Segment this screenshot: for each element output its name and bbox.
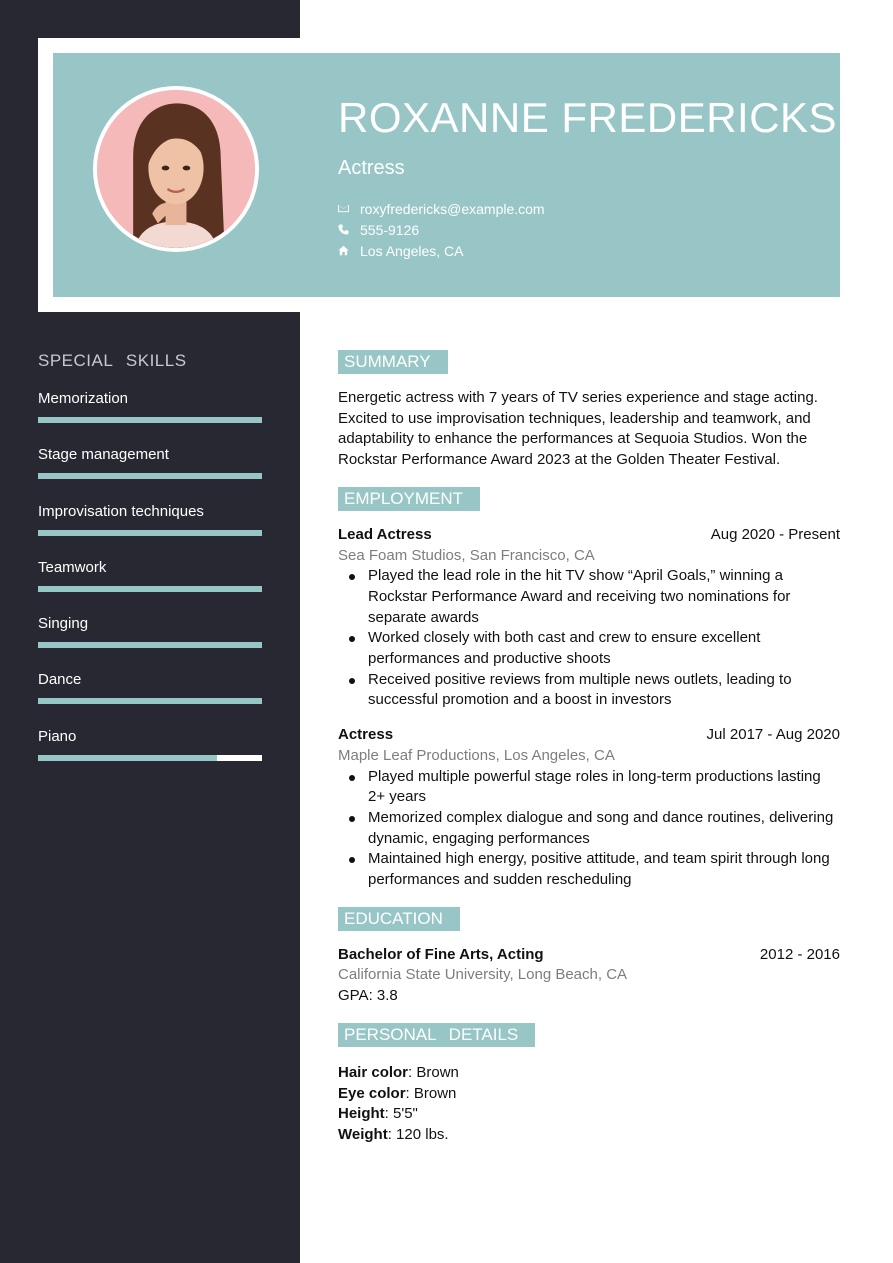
home-icon (338, 245, 360, 256)
skill-item (38, 670, 262, 726)
skill-name: Singing (38, 615, 89, 633)
skill-bar (38, 698, 262, 704)
skill-bar (38, 586, 262, 592)
list-item: Played the lead role in the hit TV show “April Goals,” winning a Rockstar Performance Award and receiving two nominations for separate awards (338, 566, 840, 628)
list-item: Played multiple powerful stage roles in long-term productions lasting 2+ years (338, 767, 840, 808)
contact-email-text[interactable]: roxyfredericks@example.com (360, 200, 545, 217)
job-org: Maple Leaf Productions, Los Angeles, CA (338, 746, 615, 764)
skill-fill (38, 586, 262, 592)
personal-value: : 5'5" (384, 1105, 418, 1123)
school-name: California State University, Long Beach, CA (338, 966, 628, 984)
personal-label: Height (338, 1105, 385, 1123)
skill-fill (38, 417, 262, 423)
skills-list (38, 389, 262, 783)
skill-bar (38, 530, 262, 536)
personal-value: : 120 lbs. (387, 1125, 449, 1143)
skill-item (38, 558, 262, 614)
skill-name: Dance (38, 671, 82, 689)
skill-bar (38, 755, 262, 761)
education-header (338, 945, 840, 966)
candidate-role: Actress (338, 157, 405, 179)
personal-details (338, 1063, 840, 1146)
skills-title: SPECIAL SKILLS (38, 351, 187, 370)
personal-item (338, 1063, 840, 1084)
skill-item (38, 389, 262, 445)
job-header (338, 725, 840, 746)
skill-fill (38, 642, 262, 648)
job-entry (338, 525, 840, 711)
profile-photo (93, 86, 259, 252)
list-item: Maintained high energy, positive attitude, and team spirit through long performances and sudden rescheduling (338, 849, 840, 890)
skill-name: Memorization (38, 390, 129, 407)
education-entry (338, 945, 840, 1007)
skill-item (38, 727, 262, 783)
skill-bar (38, 417, 262, 423)
candidate-name: ROXANNE FREDERICKS (338, 94, 838, 141)
skill-item (38, 445, 262, 501)
skill-item (38, 502, 262, 558)
skill-fill (38, 530, 262, 536)
skill-name: Improvisation techniques (38, 502, 204, 520)
contact-list (338, 198, 545, 261)
contact-location (338, 240, 545, 261)
section-title-summary: SUMMARY (338, 350, 448, 374)
main-content (338, 350, 840, 1146)
personal-item (338, 1125, 840, 1146)
list-item: Received positive reviews from multiple news outlets, leading to successful promotion and a boost in investors (338, 670, 840, 711)
job-title: Lead Actress (338, 525, 432, 543)
job-bullets (338, 566, 840, 711)
summary-text: Energetic actress with 7 years of TV series experience and stage acting. Excited to use improvisation techniques, leadership and teamwork, and adaptability to enhance the performances at Sequoia Studios. Won the Rockstar Performance Award 2023 at the Golden Theater Festival. (338, 389, 818, 469)
skill-item (38, 614, 262, 670)
skill-name: Teamwork (38, 558, 107, 576)
job-dates: Jul 2017 - Aug 2020 (706, 726, 840, 744)
section-title-education: EDUCATION (338, 907, 460, 931)
skill-fill (38, 755, 217, 761)
skill-name: Stage management (38, 446, 169, 464)
job-dates: Aug 2020 - Present (710, 525, 840, 543)
skill-fill (38, 473, 262, 479)
job-title: Actress (338, 726, 394, 744)
job-header (338, 525, 840, 546)
list-item: Memorized complex dialogue and song and dance routines, delivering dynamic, engaging performances (338, 808, 840, 849)
personal-value: : Brown (408, 1063, 459, 1081)
phone-icon (338, 224, 360, 235)
job-entry (338, 725, 840, 891)
gpa: GPA: 3.8 (338, 987, 398, 1005)
personal-label: Hair color (338, 1063, 409, 1081)
contact-email (338, 198, 545, 219)
section-title-personal: PERSONAL DETAILS (338, 1023, 535, 1047)
job-org: Sea Foam Studios, San Francisco, CA (338, 546, 595, 564)
contact-phone-text: 555-9126 (360, 221, 420, 238)
mail-icon (338, 203, 360, 214)
skill-bar (38, 473, 262, 479)
degree-title: Bachelor of Fine Arts, Acting (338, 945, 544, 963)
skill-bar (38, 642, 262, 648)
skill-fill (38, 698, 262, 704)
personal-item (338, 1104, 840, 1125)
personal-label: Weight (338, 1125, 388, 1143)
personal-item (338, 1084, 840, 1105)
list-item: Worked closely with both cast and crew to ensure excellent performances and productive shoots (338, 628, 840, 669)
education-dates: 2012 - 2016 (759, 945, 840, 963)
job-bullets (338, 767, 840, 891)
personal-label: Eye color (338, 1084, 406, 1102)
personal-value: : Brown (405, 1084, 457, 1102)
section-title-employment: EMPLOYMENT (338, 487, 480, 511)
contact-phone (338, 219, 545, 240)
contact-location-text: Los Angeles, CA (360, 242, 464, 259)
skill-name: Piano (38, 727, 77, 745)
